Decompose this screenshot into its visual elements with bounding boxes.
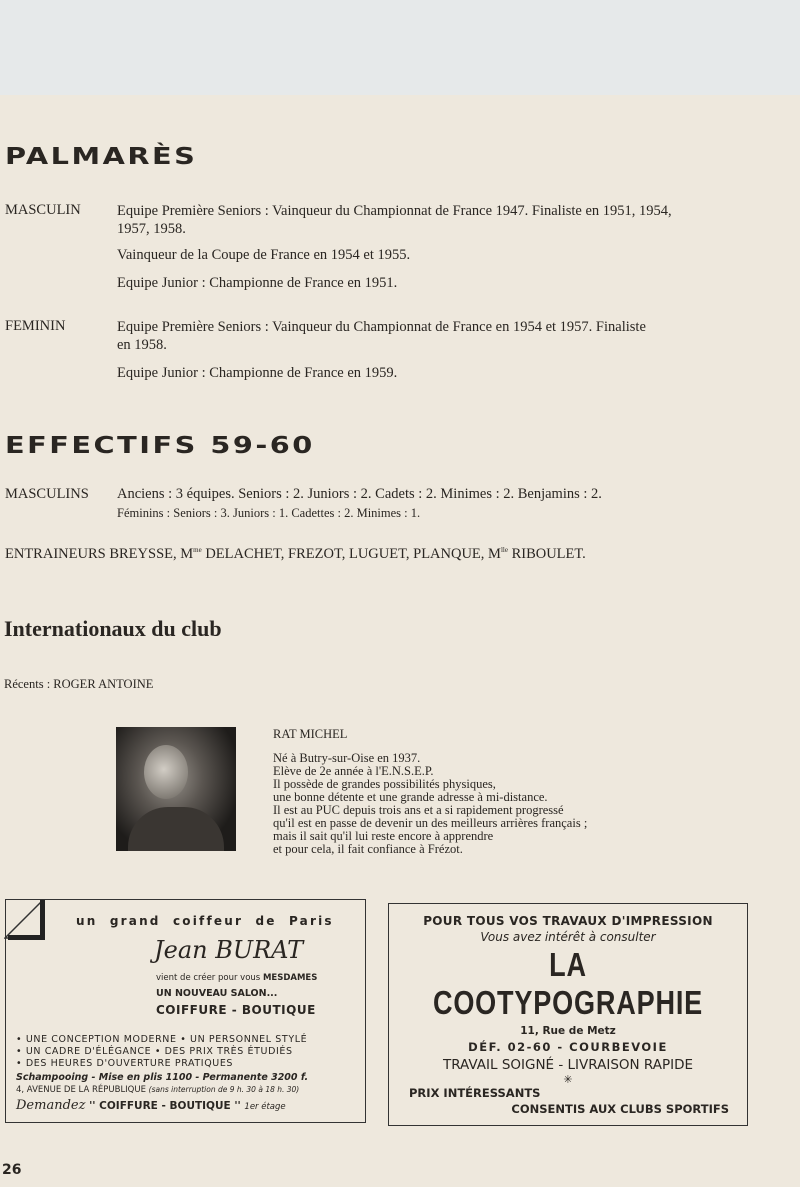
ad-text: '' COIFFURE - BOUTIQUE '' <box>85 1100 245 1112</box>
effectifs-heading: EFFECTIFS 59-60 <box>5 433 315 459</box>
ad-jean-burat <box>5 899 366 1123</box>
masculins-label: MASCULINS <box>5 486 89 502</box>
bio-line: Elève de 2e année à l'E.N.S.E.P. <box>273 764 434 778</box>
ad-bullet: • UN CADRE D'ÉLÉGANCE • DES PRIX TRÈS ÉTUDIÉS <box>16 1046 293 1057</box>
bio-line: une bonne détente et une grande adresse à mi-distance. <box>273 790 548 804</box>
player-shoulders <box>128 807 224 851</box>
ad-text: CONSENTIS AUX CLUBS SPORTIFS <box>511 1102 729 1116</box>
ad-text: 1er étage <box>244 1102 286 1112</box>
bio-line: mais il sait qu'il lui reste encore à apprendre <box>273 829 494 843</box>
coach-names: BREYSSE, M <box>109 546 194 562</box>
masculin-label: MASCULIN <box>5 202 81 218</box>
text-line: Equipe Junior : Championne de France en 1951. <box>117 275 398 291</box>
ad-text: Demandez <box>16 1098 86 1113</box>
feminins-text: Féminins : Seniors : 3. Juniors : 1. Cadettes : 2. Minimes : 1. <box>117 506 421 520</box>
ad-cootypographie <box>388 903 748 1126</box>
ad-text: POUR TOUS VOS TRAVAUX D'IMPRESSION <box>423 914 713 928</box>
page-number: 26 <box>2 1162 22 1178</box>
text-line: 1957, 1958. <box>117 221 186 237</box>
ad-text: DÉF. 02-60 - COURBEVOIE <box>468 1040 668 1054</box>
ad-brand-name: Jean BURAT <box>154 936 304 964</box>
ad-text: Vous avez intérêt à consulter <box>480 930 656 944</box>
ad-bullet: • UNE CONCEPTION MODERNE • UN PERSONNEL STYLÉ <box>16 1034 308 1045</box>
ad-bullet: • DES HEURES D'OUVERTURE PRATIQUES <box>16 1058 234 1069</box>
bio-line: Il possède de grandes possibilités physiques, <box>273 777 496 791</box>
text-line: Vainqueur de la Coupe de France en 1954 et 1955. <box>117 247 411 263</box>
ad-hours: (sans interruption de 9 h. 30 à 18 h. 30) <box>148 1085 300 1094</box>
entraineurs-label: ENTRAINEURS <box>5 546 106 562</box>
entraineurs-line <box>5 546 586 563</box>
bio-line: et pour cela, il fait confiance à Frézot. <box>273 842 463 856</box>
ad-text: PRIX INTÉRESSANTS <box>409 1086 541 1100</box>
recents-text: Récents : ROGER ANTOINE <box>4 677 154 691</box>
coach-names: DELACHET, FREZOT, LUGUET, PLANQUE, M <box>201 546 501 562</box>
text-line: Equipe Première Seniors : Vainqueur du Championnat de France 1947. Finaliste en 1951, 1954, <box>117 203 672 219</box>
coach-names: RIBOULET. <box>507 546 586 562</box>
corner-fold-icon <box>4 898 52 944</box>
ad-brand-name: LA COOTYPOGRAPHIE <box>432 946 704 1021</box>
player-face <box>144 745 188 799</box>
ad-tagline: un grand coiffeur de Paris <box>76 914 334 928</box>
internationaux-heading: Internationaux du club <box>4 616 222 641</box>
text-line: Equipe Première Seniors : Vainqueur du Championnat de France en 1954 et 1957. Finaliste <box>117 319 646 335</box>
ad-text: UN NOUVEAU SALON... <box>156 988 278 999</box>
feminin-label: FEMININ <box>5 318 66 334</box>
ad-text: vient de créer pour vous <box>156 973 263 983</box>
feminin-text <box>117 318 747 382</box>
ad-text: COIFFURE - BOUTIQUE <box>156 1003 316 1017</box>
bio-line: Il est au PUC depuis trois ans et a si rapidement progressé <box>273 803 564 817</box>
star-icon: ✳ <box>563 1073 573 1086</box>
mlle-sup: lle <box>500 546 508 555</box>
palmares-heading: PALMARÈS <box>5 144 198 170</box>
ad-text: MESDAMES <box>262 973 318 983</box>
ad-text: TRAVAIL SOIGNÉ - LIVRAISON RAPIDE <box>442 1057 694 1073</box>
player-bio <box>273 752 587 856</box>
ad-text: 11, Rue de Metz <box>520 1025 616 1037</box>
player-photo <box>116 727 236 851</box>
text-line: en 1958. <box>117 337 167 353</box>
player-name: RAT MICHEL <box>273 727 348 741</box>
masculin-text <box>117 202 747 292</box>
masculins-text: Anciens : 3 équipes. Seniors : 2. Juniors : 2. Cadets : 2. Minimes : 2. Benjamins : 2. <box>117 486 602 502</box>
mme-sup: me <box>193 546 202 555</box>
bio-line: Né à Butry-sur-Oise en 1937. <box>273 751 421 765</box>
text-line: Equipe Junior : Championne de France en 1959. <box>117 365 398 381</box>
bio-line: qu'il est en passe de devenir un des meilleurs arrières français ; <box>273 816 588 830</box>
ad-address: 4, AVENUE DE LA RÉPUBLIQUE <box>16 1085 146 1095</box>
ad-prices: Schampooing - Mise en plis 1100 - Permanente 3200 f. <box>16 1072 309 1083</box>
